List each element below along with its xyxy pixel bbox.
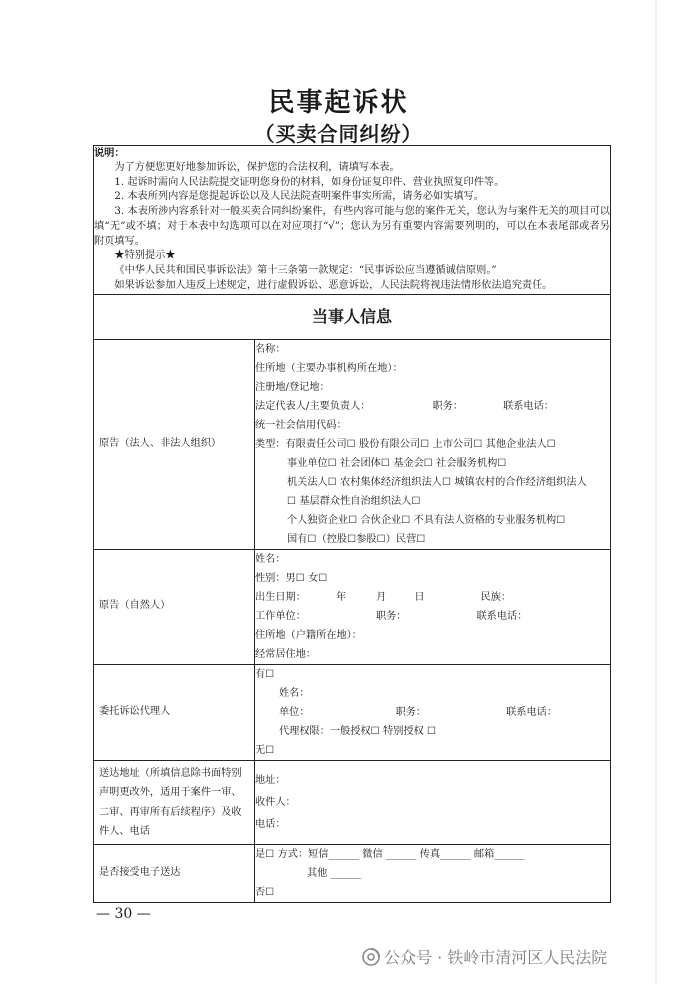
agent-position-field[interactable]: 职务： <box>395 706 427 718</box>
plaintiff-org-row <box>94 339 611 549</box>
org-registered-field[interactable]: 注册地/登记地： <box>255 381 330 393</box>
org-legal-rep-line <box>255 397 610 416</box>
section-title-row <box>94 294 611 339</box>
delivery-recipient-field[interactable]: 收件人： <box>255 796 296 808</box>
org-phone-field[interactable]: 联系电话： <box>503 400 554 412</box>
notes-heading: 说明： <box>94 147 125 159</box>
birth-year-label: 年 <box>335 591 347 603</box>
person-employer-field[interactable]: 工作单位： <box>255 610 306 622</box>
e-service-yes-options[interactable]: 是☐ 方式：短信______ 微信 ______ 传真______ 邮箱______ <box>255 849 525 861</box>
org-type-options[interactable]: 类型：有限责任公司☐ 股份有限公司☐ 上市公司☐ 其他企业法人☐ <box>255 438 556 450</box>
plaintiff-org-label: 原告（法人、非法人组织） <box>94 339 255 549</box>
e-service-label: 是否接受电子送达 <box>94 845 255 903</box>
org-name-field[interactable]: 名称： <box>255 343 286 355</box>
section-title: 当事人信息 <box>94 294 611 339</box>
notes-paragraph: 如果诉讼参加人违反上述规定，进行虚假诉讼、恶意诉讼，人民法院将视违法情形依法追究责任。 <box>114 280 553 292</box>
org-type-options[interactable]: 个人独资企业☐ 合伙企业☐ 不具有法人资格的专业服务机构☐ <box>287 514 566 526</box>
org-type-options[interactable]: ☐ 基层群众性自治组织法人☐ <box>287 495 421 507</box>
person-name-field[interactable]: 姓名： <box>255 553 286 565</box>
delivery-phone-field[interactable]: 电话： <box>255 818 286 830</box>
person-birth-field[interactable]: 出生日期： <box>255 591 306 603</box>
agent-employer-field[interactable]: 单位： <box>279 706 310 718</box>
wechat-official-account-icon <box>362 948 380 970</box>
watermark <box>362 945 607 970</box>
person-employer-line <box>255 607 610 626</box>
agent-authority-options[interactable]: 代理权限：一般授权☐ 特别授权 ☐ <box>279 725 437 737</box>
complaint-form-table <box>93 145 611 903</box>
agent-label: 委托诉讼代理人 <box>94 664 255 760</box>
e-service-no-checkbox[interactable]: 否☐ <box>255 887 275 899</box>
notes-paragraph: 为了方便您更好地参加诉讼，保护您的合法权利，请填写本表。 <box>114 161 400 173</box>
notes-row <box>94 146 611 295</box>
document-title: 民事起诉状 <box>268 88 409 118</box>
page-number: — 30 — <box>96 906 151 922</box>
org-type-options[interactable]: 机关法人☐ 农村集体经济组织法人☐ 城镇农村的合作经济组织法人 <box>287 476 587 488</box>
agent-fields <box>255 664 611 760</box>
person-ethnicity-field[interactable]: 民族： <box>480 591 512 603</box>
e-service-other-field[interactable]: 其他 ______ <box>307 868 362 880</box>
plaintiff-person-fields <box>255 549 611 664</box>
org-type-options[interactable]: 事业单位☐ 社会团体☐ 基金会☐ 社会服务机构☐ <box>287 457 507 469</box>
notes-paragraph: 2. 本表所列内容是您提起诉讼以及人民法院查明案件事实所需，请务必如实填写。 <box>114 191 484 203</box>
delivery-address-field[interactable]: 地址： <box>255 774 286 786</box>
org-type-options[interactable]: 国有☐（控股☐参股☐）民营☐ <box>287 533 426 545</box>
e-service-row <box>94 845 611 903</box>
delivery-label: 送达地址（所填信息除书面特别声明更改外，适用于案件一审、二审、再审所有后续程序）及收件人、电话 <box>94 760 255 845</box>
document-subtitle: （买卖合同纠纷） <box>254 122 423 146</box>
person-gender-options[interactable]: 性别：男☐ 女☐ <box>255 572 328 584</box>
agent-employer-line <box>255 703 610 722</box>
org-address-field[interactable]: 住所地（主要办事机构所在地）： <box>255 362 403 374</box>
agent-name-field[interactable]: 姓名： <box>279 687 310 699</box>
agent-phone-field[interactable]: 联系电话： <box>506 706 558 718</box>
plaintiff-org-fields <box>255 339 611 549</box>
plaintiff-person-row <box>94 549 611 664</box>
person-position-field[interactable]: 职务： <box>375 610 407 622</box>
org-credit-code-field[interactable]: 统一社会信用代码： <box>255 419 347 431</box>
watermark-text: 公众号 · 铁岭市清河区人民法院 <box>384 948 608 967</box>
agent-none-checkbox[interactable]: 无☐ <box>255 744 275 756</box>
birth-day-label: 日 <box>414 591 425 603</box>
person-domicile-field[interactable]: 住所地（户籍所在地）： <box>255 629 362 641</box>
special-notice-heading: ★特别提示★ <box>114 250 176 262</box>
agent-row <box>94 664 611 760</box>
notes-paragraph: 3. 本表所涉内容系针对一般买卖合同纠纷案件，有些内容可能与您的案件无关，您认为与案件无关的项目可以填“无”或不填；对于本表中勾选项可以在对应项打“√”；您认为另有重要内容需要列明的，可以在本表尾部或者另附页填写。 <box>94 206 610 247</box>
notes-cell <box>94 146 611 295</box>
notes-paragraph: 《中华人民共和国民事诉讼法》第十三条第一款规定：“民事诉讼应当遵循诚信原则。” <box>114 265 497 277</box>
scan-fold-shadow <box>655 0 657 984</box>
delivery-fields <box>255 760 611 845</box>
delivery-row <box>94 760 611 845</box>
org-legal-rep-field[interactable]: 法定代表人/主要负责人： <box>255 400 371 412</box>
agent-has-checkbox[interactable]: 有☐ <box>255 668 275 680</box>
org-position-field[interactable]: 职务： <box>432 400 464 412</box>
person-residence-field[interactable]: 经常居住地： <box>255 648 317 660</box>
notes-paragraph: 1. 起诉时需向人民法院提交证明您身份的材料，如身份证复印件、营业执照复印件等。 <box>114 176 505 188</box>
plaintiff-person-label: 原告（自然人） <box>94 549 255 664</box>
birth-month-label: 月 <box>376 591 387 603</box>
e-service-fields <box>255 845 611 903</box>
person-birth-line <box>255 588 610 607</box>
person-phone-field[interactable]: 联系电话： <box>476 610 528 622</box>
